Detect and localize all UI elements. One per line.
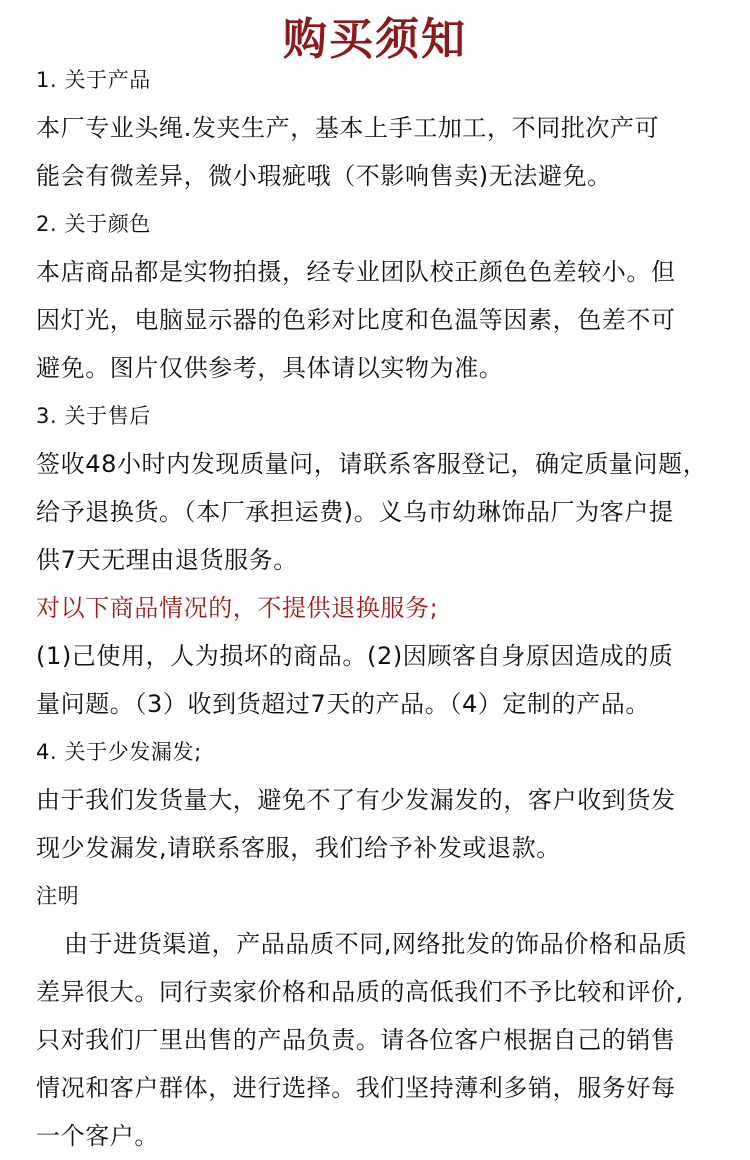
exclusion-line: 量问题。（3）收到货超过7天的产品。（4）定制的产品。 (36, 690, 651, 718)
section-after-sales-line: 给予退换货。（本厂承担运费)。义乌市幼琳饰品厂为客户提 (36, 498, 674, 526)
section-missing-heading: 4. 关于少发漏发; (36, 740, 202, 764)
section-missing-line: 由于我们发货量大，避免不了有少发漏发的，客户收到货发 (36, 786, 676, 814)
section-color-line: 本店商品都是实物拍摄，经专业团队校正颜色色差较小。但 (36, 258, 676, 286)
section-note-heading: 注明 (36, 884, 80, 908)
section-color-line: 避免。图片仅供参考，具体请以实物为准。 (36, 354, 504, 382)
section-note-line: 差异很大。同行卖家价格和品质的高低我们不予比较和评价, (36, 978, 684, 1006)
section-note-line: 只对我们厂里出售的产品负责。请各位客户根据自己的销售 (36, 1026, 676, 1054)
page-title: 购买须知 (283, 14, 467, 65)
section-product-line: 本厂专业头绳.发夹生产，基本上手工加工，不同批次产可 (36, 114, 660, 142)
section-note-line: 由于进货渠道，产品品质不同,网络批发的饰品价格和品质 (64, 930, 688, 958)
exclusion-title: 对以下商品情况的，不提供退换服务; (36, 594, 439, 622)
notice-content (36, 56, 730, 1160)
section-note-line: 情况和客户群体，进行选择。我们坚持薄利多销，服务好每 (36, 1074, 676, 1102)
section-missing-line: 现少发漏发,请联系客服，我们给予补发或退款。 (36, 834, 561, 862)
section-note-line: 一个客户。 (36, 1122, 159, 1150)
section-color-heading: 2. 关于颜色 (36, 212, 151, 236)
section-after-sales-line: 签收48小时内发现质量问，请联系客服登记，确定质量问题， (36, 450, 708, 478)
section-color-line: 因灯光，电脑显示器的色彩对比度和色温等因素，色差不可 (36, 306, 676, 334)
section-after-sales-line: 供7天无理由退货服务。 (36, 546, 298, 574)
exclusion-line: (1)己使用，人为损坏的商品。(2)因顾客自身原因造成的质 (36, 642, 674, 670)
section-product-line: 能会有微差异，微小瑕疵哦（不影响售卖)无法避免。 (36, 162, 612, 190)
section-after-sales-heading: 3. 关于售后 (36, 404, 151, 428)
section-product-heading: 1. 关于产品 (36, 68, 151, 92)
